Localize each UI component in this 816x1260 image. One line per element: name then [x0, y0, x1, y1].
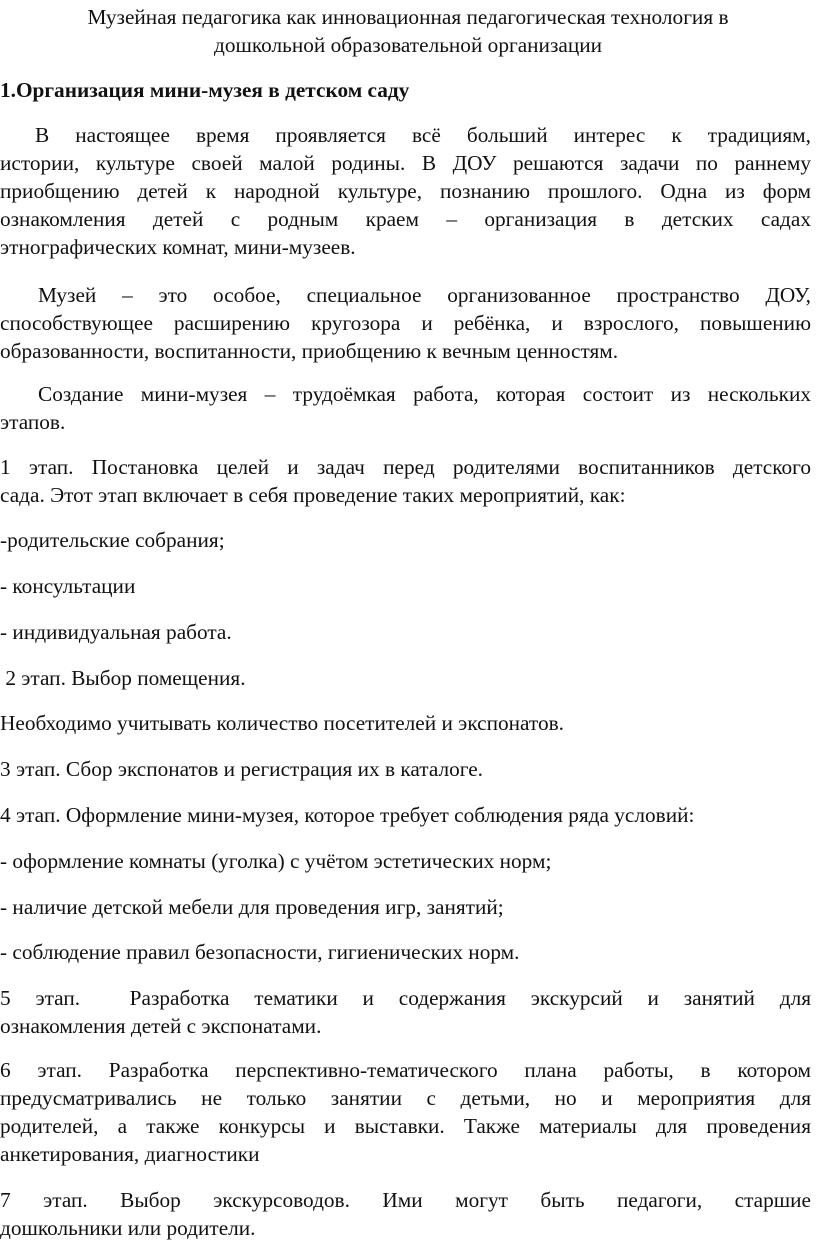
- title-line-1: Музейная педагогика как инновационная педагогическая технология в: [87, 5, 729, 29]
- list-item-consultations: - консультации: [0, 574, 136, 598]
- text-line: Музей – это особое, специальное организованное пространство ДОУ,: [38, 283, 811, 307]
- text-line: В настоящее время проявляется всё больший интерес к традициям,: [35, 123, 811, 147]
- text-line: сада. Этот этап включает в себя проведение таких мероприятий, как:: [0, 483, 626, 507]
- paragraph-museum-definition: [0, 281, 811, 365]
- text-line: этапов.: [0, 410, 66, 434]
- text-line: анкетирования, диагностики: [0, 1142, 260, 1166]
- stage-4: 4 этап. Оформление мини-музея, которое требует соблюдения ряда условий:: [0, 803, 695, 827]
- text-line: Создание мини-музея – трудоёмкая работа, которая состоит из нескольких: [38, 382, 811, 406]
- text-line: родителей, а также конкурсы и выставки. Также материалы для проведения: [0, 1114, 811, 1138]
- text-line: истории, культуре своей малой родины. В ДОУ решаются задачи по раннему: [0, 151, 811, 175]
- paragraph-intro: [0, 121, 811, 261]
- text-line: способствующее расширению кругозора и ребёнка, и взрослого, повышению: [0, 311, 811, 335]
- text-line: 7 этап. Выбор экскурсоводов. Ими могут быть педагоги, старшие: [0, 1188, 811, 1212]
- text-line: 1 этап. Постановка целей и задач перед родителями воспитанников детского: [0, 455, 811, 479]
- text-line: ознакомления детей с экспонатами.: [0, 1014, 322, 1038]
- text-line: приобщению детей к народной культуре, познанию прошлого. Одна из форм: [0, 179, 811, 203]
- list-item-individual-work: - индивидуальная работа.: [0, 620, 232, 644]
- paragraph-stage-7: [0, 1186, 811, 1242]
- stage-3: 3 этап. Сбор экспонатов и регистрация их в каталоге.: [0, 757, 484, 781]
- text-line: 5 этап. Разработка тематики и содержания экскурсий и занятий для: [0, 986, 811, 1010]
- paragraph-stage-5: [0, 984, 811, 1040]
- text-line: предусматривались не только занятии с детьми, но и мероприятия для: [0, 1086, 811, 1110]
- text-line: 6 этап. Разработка перспективно-тематического плана работы, в котором: [0, 1058, 811, 1082]
- text-line: этнографических комнат, мини-музеев.: [0, 235, 356, 259]
- stage-2: 2 этап. Выбор помещения.: [0, 666, 246, 690]
- stage-2-note: Необходимо учитывать количество посетителей и экспонатов.: [0, 711, 564, 735]
- paragraph-stage-1: [0, 453, 811, 509]
- title-line-2: дошкольной образовательной организации: [213, 33, 603, 57]
- text-line: дошкольники или родители.: [0, 1216, 256, 1240]
- condition-item: - оформление комнаты (уголка) с учётом эстетических норм;: [0, 849, 552, 873]
- paragraph-creation: [0, 380, 811, 436]
- text-line: ознакомления детей с родным краем – организация в детских садах: [0, 207, 811, 231]
- text-line: образованности, воспитанности, приобщению к вечным ценностям.: [0, 339, 619, 363]
- document-title: [0, 3, 816, 59]
- paragraph-stage-6: [0, 1056, 811, 1168]
- section-heading: 1.Организация мини-музея в детском саду: [0, 78, 410, 102]
- condition-item: - соблюдение правил безопасности, гигиенических норм.: [0, 940, 520, 964]
- list-item-meetings: -родительские собрания;: [0, 528, 225, 552]
- condition-item: - наличие детской мебели для проведения игр, занятий;: [0, 895, 504, 919]
